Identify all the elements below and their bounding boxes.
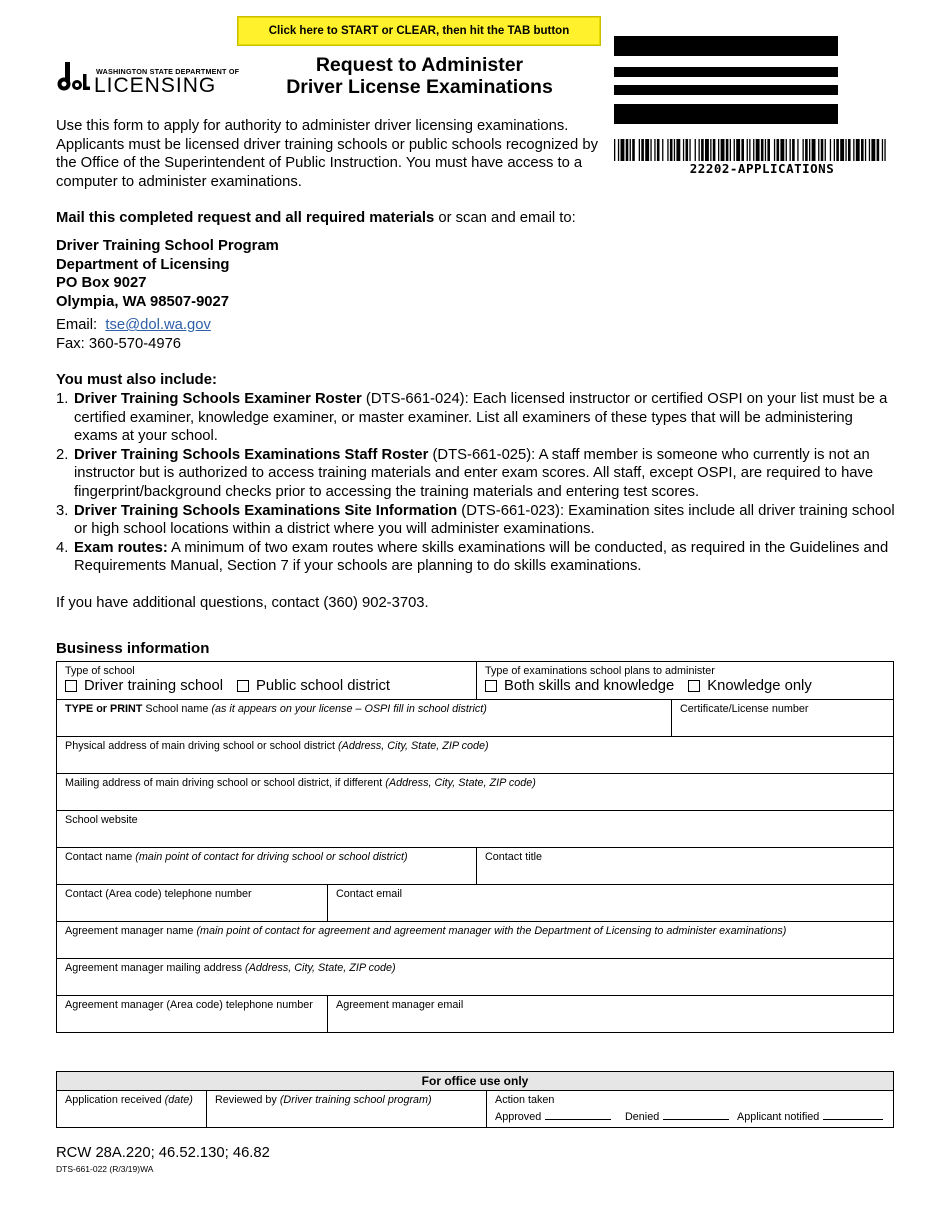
- checkbox-label: Driver training school: [84, 678, 223, 694]
- page-title: [252, 54, 587, 98]
- barcode-stripe: [718, 139, 719, 161]
- school-type-cell: [57, 662, 476, 699]
- agreement-manager-name-field[interactable]: [57, 922, 893, 958]
- physical-address-field[interactable]: [57, 737, 893, 773]
- driver-training-school-checkbox[interactable]: [65, 678, 223, 694]
- certificate-number-field[interactable]: [671, 700, 893, 736]
- field-label: Physical address of main driving school or school district: [65, 740, 339, 752]
- list-number: 4.: [56, 539, 69, 556]
- barcode-stripe: [747, 139, 748, 161]
- list-item-text: (DTS-661-024): Each licensed instructor or certified OSPI on your list must be a certified examiner, knowledge examiner, or master examiner. List all examiners of these types that will be administering exams at your school.: [74, 391, 888, 445]
- field-label: Contact title: [485, 851, 543, 863]
- checkbox-box[interactable]: [485, 680, 497, 692]
- barcode-stripe: [721, 139, 725, 161]
- mail-instruction-rest: or scan and email to:: [434, 210, 576, 226]
- list-number: 2.: [56, 446, 69, 463]
- barcode-stripe: [853, 139, 854, 161]
- redaction-bar: [614, 85, 838, 95]
- barcode-stripe: [809, 139, 810, 161]
- barcode-stripe: [639, 139, 640, 161]
- field-label-hint: (main point of contact for driving school or school district): [135, 851, 408, 863]
- redaction-bar: [614, 36, 838, 56]
- mailing-address: [56, 237, 279, 311]
- contact-name-field[interactable]: [57, 848, 476, 884]
- barcode-stripe: [645, 139, 649, 161]
- barcode-stripe: [705, 139, 709, 161]
- field-label-hint: (Address, City, State, ZIP code): [245, 962, 396, 974]
- address-line: Olympia, WA 98507-9027: [56, 293, 229, 310]
- barcode-stripe: [683, 139, 684, 161]
- barcode-stripe: [830, 139, 831, 161]
- barcode-stripe: [713, 139, 716, 161]
- barcode-stripe: [741, 139, 744, 161]
- barcode-stripe: [674, 139, 675, 161]
- barcode-stripe: [699, 139, 700, 161]
- applicant-notified-field: [737, 1110, 883, 1123]
- business-info-form: [56, 661, 894, 1033]
- barcode-stripe: [654, 139, 655, 161]
- rcw-reference: RCW 28A.220; 46.52.130; 46.82: [56, 1145, 270, 1161]
- business-info-heading: Business information: [56, 640, 210, 657]
- field-label: School name: [142, 703, 212, 715]
- email-link[interactable]: tse@dol.wa.gov: [105, 317, 211, 333]
- barcode-stripe: [845, 139, 846, 161]
- field-label: Certificate/License number: [680, 703, 809, 715]
- checkbox-box[interactable]: [688, 680, 700, 692]
- field-label: Contact name: [65, 851, 136, 863]
- barcode-stripe: [650, 139, 651, 161]
- list-item: [56, 502, 896, 539]
- additional-questions: If you have additional questions, contact (360) 902-3703.: [56, 595, 429, 611]
- barcode-stripe: [710, 139, 711, 161]
- barcode-stripe: [670, 139, 673, 161]
- barcode-stripe: [786, 139, 787, 161]
- intro-text: Use this form to apply for authority to administer driver licensing examinations. Applicants must be licensed driver training schools or public schools recognized by the Office of the Superintendent of Public Instruction. You must have access to a computer to administer examinations.: [56, 118, 599, 190]
- checkbox-label: Knowledge only: [707, 678, 812, 694]
- contact-email-field[interactable]: [327, 885, 893, 921]
- barcode-stripe: [626, 139, 629, 161]
- barcode-stripe: [805, 139, 808, 161]
- field-label: Contact (Area code) telephone number: [65, 888, 252, 900]
- barcode-stripe: [765, 139, 766, 161]
- field-label-hint: (main point of contact for agreement and agreement manager with the Department of Licensing to administer examinations): [196, 925, 787, 937]
- action-taken-cell: [486, 1091, 893, 1127]
- barcode-stripe: [734, 139, 735, 161]
- school-type-label: Type of school: [65, 665, 135, 677]
- barcode-stripe: [686, 139, 689, 161]
- field-label: Agreement manager (Area code) telephone number: [65, 999, 313, 1011]
- knowledge-only-checkbox[interactable]: [688, 678, 811, 694]
- checkbox-label: Both skills and knowledge: [504, 678, 675, 694]
- field-label: Application received: [65, 1094, 165, 1106]
- barcode-stripe: [834, 139, 835, 161]
- barcode-stripe: [836, 139, 839, 161]
- list-item: [56, 390, 896, 446]
- redaction-bar: [614, 104, 838, 124]
- mail-instruction-bold: Mail this completed request and all required materials: [56, 210, 435, 226]
- field-label: Reviewed by: [215, 1094, 280, 1106]
- list-item-title: Exam routes:: [74, 539, 168, 556]
- barcode-stripe: [856, 139, 860, 161]
- exam-type-label: Type of examinations school plans to administer: [485, 665, 715, 677]
- field-label-hint: (Driver training school program): [279, 1094, 432, 1106]
- barcode-stripe: [861, 139, 864, 161]
- field-label: Agreement manager email: [336, 999, 464, 1011]
- mail-instruction: [56, 210, 576, 226]
- barcode-stripe: [871, 139, 875, 161]
- application-received-cell: [57, 1091, 206, 1127]
- barcode-stripe: [869, 139, 870, 161]
- barcode-stripe: [753, 139, 754, 161]
- contact-phone-field[interactable]: [57, 885, 327, 921]
- barcode-stripe: [818, 139, 819, 161]
- field-label-hint: (date): [164, 1094, 193, 1106]
- barcode-stripe: [792, 139, 795, 161]
- checkbox-box[interactable]: [65, 680, 77, 692]
- barcode-stripe: [621, 139, 625, 161]
- list-number: 3.: [56, 502, 69, 519]
- field-label-bold: TYPE or PRINT: [65, 703, 143, 715]
- barcode-stripe: [676, 139, 680, 161]
- barcode-stripe: [736, 139, 740, 161]
- list-number: 1.: [56, 391, 69, 407]
- barcode-stripe: [689, 139, 690, 161]
- agreement-manager-email-field[interactable]: [327, 996, 893, 1032]
- reviewed-by-cell: [206, 1091, 486, 1127]
- barcode-stripe: [662, 139, 663, 161]
- field-label: Mailing address of main driving school or school district, if different: [65, 777, 386, 789]
- list-item-text: A minimum of two exam routes where skills examinations will be conducted, as required in the Guidelines and Requirements Manual, Section 7 if your schools are planning to do skills examinations.: [74, 539, 889, 575]
- list-item-text: (DTS-661-023): Examination sites include all driver training school or high school locations within a district where you will administer examinations.: [74, 502, 895, 538]
- barcode-stripe: [812, 139, 816, 161]
- contact-title-field[interactable]: [476, 848, 893, 884]
- list-item-title: Driver Training Schools Examinations Site Information: [74, 502, 458, 519]
- list-item: [56, 446, 896, 502]
- barcode-stripe: [882, 139, 883, 161]
- logo-subtitle: WASHINGTON STATE DEPARTMENT OF: [96, 67, 240, 76]
- both-skills-knowledge-checkbox[interactable]: [485, 678, 674, 694]
- mailing-address-field[interactable]: [57, 774, 893, 810]
- barcode-stripe: [825, 139, 826, 161]
- barcode-stripe: [780, 139, 784, 161]
- field-label: Applicant notified: [737, 1111, 820, 1123]
- denied-field: [625, 1110, 737, 1123]
- barcode-stripe: [865, 139, 866, 161]
- barcode-stripe: [848, 139, 851, 161]
- email-label: Email:: [56, 317, 98, 333]
- redaction-bar: [614, 67, 838, 77]
- contact-info: [56, 316, 211, 353]
- start-clear-button[interactable]: Click here to START or CLEAR, then hit the TAB button: [237, 16, 601, 46]
- include-heading: You must also include:: [56, 372, 217, 388]
- checkbox-label: Public school district: [255, 678, 391, 694]
- list-item-title: Driver Training Schools Examiner Roster: [74, 391, 362, 407]
- barcode-stripe: [840, 139, 844, 161]
- dol-logo-icon: [56, 60, 90, 94]
- title-line-1: Request to Administer: [315, 54, 524, 76]
- public-school-district-checkbox[interactable]: [237, 678, 390, 694]
- barcode-stripe: [777, 139, 780, 161]
- field-label: School website: [65, 814, 138, 826]
- barcode-stripe: [797, 139, 798, 161]
- barcode-stripe: [641, 139, 644, 161]
- barcode-stripe: [767, 139, 770, 161]
- barcode-stripe: [726, 139, 729, 161]
- address-line: PO Box 9027: [56, 275, 147, 292]
- agreement-manager-address-field[interactable]: [57, 959, 893, 995]
- checkbox-box[interactable]: [237, 680, 249, 692]
- barcode-stripe: [618, 139, 619, 161]
- fax-number: Fax: 360-570-4976: [56, 335, 182, 352]
- field-label-hint: (Address, City, State, ZIP code): [385, 777, 536, 789]
- office-use-heading: For office use only: [57, 1072, 893, 1091]
- blank-line: [545, 1110, 611, 1120]
- barcode-stripe: [749, 139, 750, 161]
- address-line: Driver Training School Program: [56, 238, 279, 254]
- field-label: Action taken: [495, 1094, 555, 1106]
- barcode-stripe: [761, 139, 764, 161]
- field-label: Agreement manager name: [65, 925, 197, 937]
- school-website-field[interactable]: [57, 811, 893, 847]
- logo-wordmark: LICENSING: [94, 74, 217, 97]
- list-item-title: Driver Training Schools Examinations Staff Roster: [74, 446, 429, 463]
- barcode-stripe: [614, 139, 615, 161]
- school-name-field[interactable]: [57, 700, 671, 736]
- barcode-stripe: [632, 139, 635, 161]
- address-line: Department of Licensing: [56, 256, 230, 273]
- list-item-text: (DTS-661-025): A staff member is someone who currently is not an instructor but is authorized to access training materials and enter exam scores. All staff, except OSPI, are required to have fingerprint/background checks prior to accessing the training materials and entering test scores.: [74, 446, 874, 500]
- field-label: Contact email: [336, 888, 403, 900]
- title-line-2: Driver License Examinations: [286, 76, 553, 98]
- field-label: Denied: [625, 1111, 660, 1123]
- barcode-stripe: [790, 139, 791, 161]
- office-use-table: [56, 1071, 894, 1128]
- barcode: [614, 139, 886, 161]
- field-label-hint: (as it appears on your license – OSPI fill in school district): [211, 703, 487, 715]
- blank-line: [823, 1110, 883, 1120]
- barcode-stripe: [667, 139, 668, 161]
- barcode-stripe: [630, 139, 631, 161]
- barcode-stripe: [877, 139, 880, 161]
- barcode-stripe: [756, 139, 760, 161]
- agreement-manager-phone-field[interactable]: [57, 996, 327, 1032]
- barcode-stripe: [821, 139, 824, 161]
- barcode-stripe: [774, 139, 775, 161]
- barcode-stripe: [695, 139, 696, 161]
- barcode-label: 22202-APPLICATIONS: [689, 161, 835, 176]
- blank-line: [663, 1110, 729, 1120]
- barcode-stripe: [730, 139, 731, 161]
- exam-type-cell: [476, 662, 893, 699]
- requirements-list: [56, 390, 896, 576]
- form-number: DTS-661-022 (R/3/19)WA: [56, 1164, 154, 1174]
- dol-logo: [56, 60, 240, 97]
- field-label-hint: (Address, City, State, ZIP code): [338, 740, 489, 752]
- barcode-stripe: [701, 139, 704, 161]
- barcode-stripe: [884, 139, 885, 161]
- barcode-stripe: [803, 139, 804, 161]
- field-label: Approved: [495, 1111, 542, 1123]
- approved-field: [495, 1110, 625, 1123]
- list-item: [56, 539, 896, 576]
- barcode-stripe: [657, 139, 660, 161]
- field-label: Agreement manager mailing address: [65, 962, 246, 974]
